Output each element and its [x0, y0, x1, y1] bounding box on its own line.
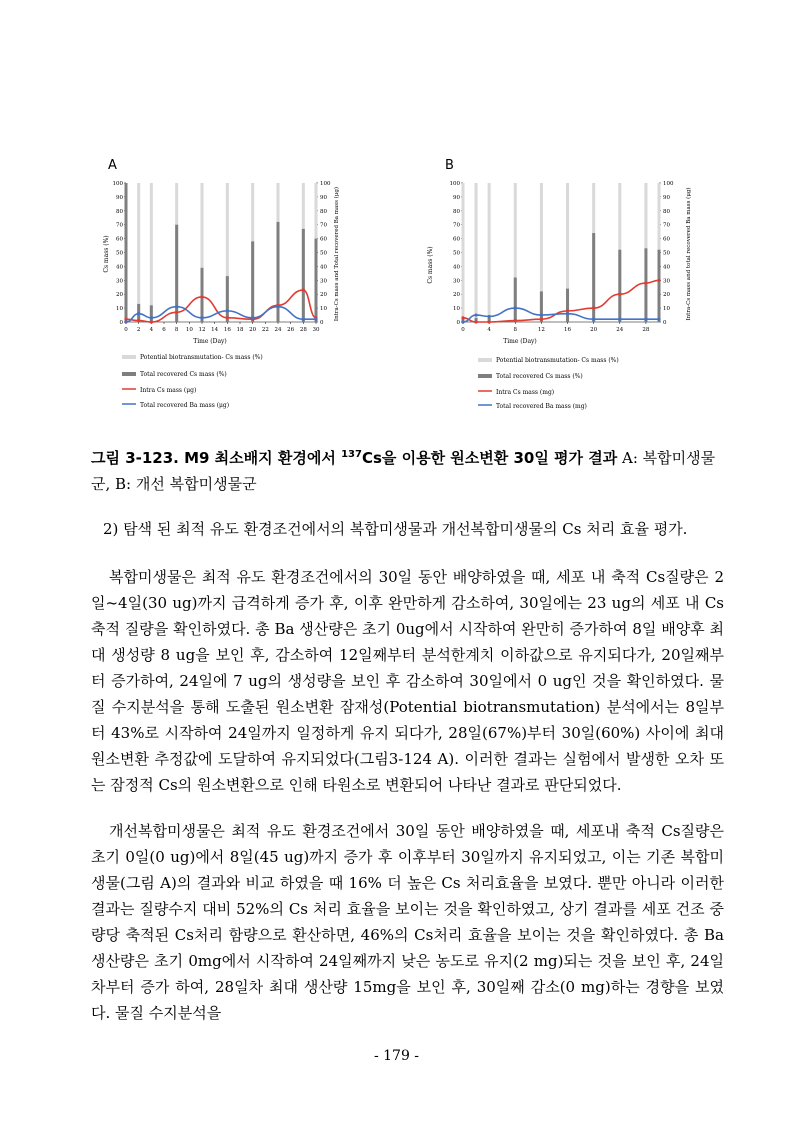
series-line-ba-point: [474, 313, 477, 316]
figure-caption: [91, 445, 731, 497]
series-line-ba-point: [514, 307, 517, 310]
y-tick-label-left: 60: [453, 236, 460, 243]
series-line-ba: [463, 308, 659, 322]
series-line-intra-cs-point: [150, 320, 153, 323]
x-tick-label: 4: [149, 327, 154, 333]
bar-total: [226, 276, 229, 322]
legend-label-total: Total recovered Cs mass (%): [496, 373, 583, 380]
series-line-ba-point: [276, 305, 279, 308]
y-tick-label-left: 30: [453, 278, 460, 285]
y-tick-label-right: 30: [320, 278, 327, 285]
y-tick-label-right: 90: [320, 194, 327, 201]
series-line-ba-point: [657, 318, 660, 321]
series-line-intra-cs-point: [488, 320, 491, 323]
series-line-ba-point: [644, 318, 647, 321]
bar-potential: [150, 183, 153, 322]
y-tick-label-right: 70: [320, 222, 327, 229]
y-tick-label-right: 20: [663, 292, 670, 299]
y-tick-label-right: 50: [663, 250, 670, 257]
x-tick-label: 24: [616, 327, 624, 333]
series-line-intra-cs-point: [566, 309, 569, 312]
bar-total: [566, 289, 569, 322]
x-axis-label: Time (Day): [503, 338, 537, 345]
chart-a-svg: [100, 155, 345, 425]
series-line-ba-point: [226, 309, 229, 312]
x-tick-label: 24: [274, 327, 282, 333]
x-tick-label: 4: [487, 327, 491, 333]
series-line-ba-point: [618, 318, 621, 321]
y-tick-label-left: 50: [116, 250, 123, 257]
series-line-ba-point: [175, 305, 178, 308]
bar-total: [514, 278, 517, 322]
caption-rest: A: 복합미생물군, B: 개선 복합미생물군: [91, 449, 716, 493]
y-tick-label-right: 70: [663, 222, 670, 229]
x-tick-label: 12: [198, 327, 206, 333]
y-tick-label-left: 60: [116, 236, 123, 243]
series-line-intra-cs-point: [474, 320, 477, 323]
chart-b-plot: [450, 181, 674, 333]
bar-potential: [475, 183, 478, 322]
series-line-ba-point: [314, 318, 317, 321]
y-tick-label-right: 90: [663, 194, 670, 201]
y-tick-label-right: 10: [663, 306, 670, 313]
caption-bold-prefix: 그림 3-123. M9 최소배지 환경에서: [91, 449, 342, 467]
x-tick-label: 10: [185, 327, 193, 333]
y-tick-label-right: 100: [663, 181, 674, 187]
y-tick-label-left: 20: [116, 292, 123, 299]
series-line-ba-point: [200, 316, 203, 319]
x-tick-label: 18: [236, 327, 244, 333]
series-line-intra-cs-point: [618, 293, 621, 296]
legend-swatch-potential: [122, 355, 136, 359]
legend-label-ba: Total recovered Ba mass (mg): [496, 403, 587, 410]
series-line-intra-cs-point: [657, 279, 660, 282]
chart-b-svg: [427, 155, 692, 425]
bar-total: [302, 229, 305, 322]
y-tick-label-left: 90: [453, 194, 460, 201]
y-tick-label-left: 0: [119, 320, 123, 326]
bar-total: [540, 291, 543, 322]
x-tick-label: 0: [124, 327, 128, 333]
series-line-intra-cs-point: [540, 318, 543, 321]
y-tick-label-right: 30: [663, 278, 670, 285]
y-tick-label-left: 10: [116, 306, 123, 313]
y-tick-label-left: 10: [453, 306, 460, 313]
legend-swatch-total: [478, 374, 492, 378]
series-line-intra-cs-point: [200, 295, 203, 298]
page-number: - 179 -: [373, 1048, 420, 1064]
section-heading: 2) 탐색 된 최적 유도 환경조건에서의 복합미생물과 개선복합미생물의 Cs 처리 효율 평가.: [103, 520, 688, 538]
x-tick-label: 26: [287, 327, 295, 333]
x-tick-label: 8: [513, 327, 518, 333]
y-tick-label-left: 50: [453, 250, 460, 257]
legend-swatch-total: [122, 372, 136, 376]
x-tick-label: 12: [537, 327, 545, 333]
legend-label-intra: Intra Cs mass (mg): [496, 389, 555, 396]
body-paragraph: 복합미생물은 최적 유도 환경조건에서의 30일 동안 배양하였을 때, 세포 내 축적 Cs질량은 2일~4일(30 ug)까지 급격하게 증가 후, 이후 완만하게 감소하여, 30일에는 23 ug의 세포 내 Cs축적 질량을 확인하였다. 총 Ba 생산량은 초기 0ug에서 시작하여 완만히 증가하여 8일 배양후 최대 생성량 8 ug을 보인 후, 감소하여 12일째부터 분석한계치 이하값으로 유지되다가, 20일째부터 증가하여, 24일에 7 ug의 생성량을 보인 후 감소하여 30일에서 0 ug인 것을 확인하였다. 물질 수지분석을 통해 도출된 원소변환 잠재성(Potential biotransmutation) 분석에서는 8일부터 43%로 시작하여 24일까지 일정하게 유지 되다가, 28일(67%)부터 30일(60%) 사이에 최대 원소변환 추정값에 도달하여 유지되었다(그림3-124 A). 이러한 결과는 실험에서 발생한 오차 또는 잠정적 Cs의 원소변환으로 인해 타원소로 변환되어 나타난 결과로 판단되었다.: [91, 568, 724, 794]
x-tick-label: 28: [642, 327, 650, 333]
chart-b: [427, 155, 692, 425]
x-tick-label: 8: [174, 327, 179, 333]
y-tick-label-left: 80: [453, 208, 460, 215]
y-tick-label-right: 40: [320, 264, 327, 271]
series-line-ba-point: [592, 318, 595, 321]
x-tick-label: 20: [590, 327, 598, 333]
x-axis-label: Time (Day): [193, 338, 227, 345]
chart-a: [100, 155, 345, 425]
y-tick-label-left: 80: [116, 208, 123, 215]
bar-total: [251, 241, 254, 322]
legend-label-potential: Potential biotransmutation- Cs mass (%): [140, 354, 263, 361]
series-line-intra-cs-point: [592, 307, 595, 310]
y-tick-label-left: 90: [116, 194, 123, 201]
series-line-ba-point: [540, 313, 543, 316]
y-tick-label-right: 0: [320, 320, 324, 326]
y-axis-label-right: Intra-Cs mass and Total recovered Ba mass (μg): [334, 186, 340, 322]
y-axis-label-left: Cs mass (%): [103, 235, 110, 273]
y-tick-label-right: 20: [320, 292, 327, 299]
y-tick-label-left: 30: [116, 278, 123, 285]
panel-label-a: A: [108, 158, 117, 173]
bar-total: [658, 250, 661, 322]
y-tick-label-right: 80: [320, 208, 327, 215]
y-tick-label-right: 50: [320, 250, 327, 257]
bar-potential: [137, 183, 140, 322]
x-tick-label: 16: [223, 327, 231, 333]
caption-bold-suffix: Cs을 이용한 원소변환 30일 평가 결과: [361, 449, 618, 467]
panel-label-b: B: [445, 158, 454, 173]
y-tick-label-left: 100: [112, 181, 123, 187]
x-tick-label: 0: [461, 327, 465, 333]
series-line-ba-point: [150, 316, 153, 319]
series-line-intra-cs-point: [226, 316, 229, 319]
y-axis-label-left: Cs mass (%): [427, 246, 434, 284]
y-tick-label-right: 60: [663, 236, 670, 243]
bar-total: [618, 250, 621, 322]
y-tick-label-left: 0: [456, 320, 460, 326]
bar-total: [150, 305, 153, 322]
y-axis-label-right: Intra-Cs mass and total recovered Ba mass (μg): [686, 187, 692, 321]
chart-b-legend: [478, 357, 619, 410]
bar-total: [201, 268, 204, 322]
y-tick-label-left: 40: [116, 264, 123, 271]
x-tick-label: 16: [564, 327, 572, 333]
legend-swatch-potential: [478, 358, 492, 362]
x-tick-label: 28: [299, 327, 307, 333]
y-tick-label-left: 20: [453, 292, 460, 299]
series-line-ba-point: [488, 315, 491, 318]
y-tick-label-right: 40: [663, 264, 670, 271]
body-paragraph: 개선복합미생물은 최적 유도 환경조건에서 30일 동안 배양하였을 때, 세포내 축적 Cs질량은 초기 0일(0 ug)에서 8일(45 ug)까지 증가 후 이후부터 30일까지 유지되었고, 이는 기존 복합미생물(그림 A)의 결과와 비교 하였을 때 16% 더 높은 Cs 처리효율을 보였다. 뿐만 아니라 이러한 결과는 질량수지 대비 52%의 Cs 처리 효율을 보이는 것을 확인하였고, 상기 결과를 세포 건조 중량당 축적된 Cs처리 함량으로 환산하면, 46%의 Cs처리 효율을 보이는 것을 확인하였다. 총 Ba 생산량은 초기 0mg에서 시작하여 24일째까지 낮은 농도로 유지(2 mg)되는 것을 보인 후, 24일차부터 증가 하여, 28일차 최대 생산량 15mg을 보인 후, 30일째 감소(0 mg)하는 경향을 보였다. 물질 수지분석을: [91, 822, 724, 1022]
legend-label-ba: Total recovered Ba mass (μg): [140, 402, 230, 409]
legend-label-intra: Intra Cs mass (μg): [140, 387, 197, 394]
series-line-ba-point: [302, 318, 305, 321]
series-line-ba-point: [251, 316, 254, 319]
chart-a-plot: [113, 181, 331, 333]
legend-label-potential: Potential biotransmutation- Cs mass (%): [496, 357, 619, 364]
y-tick-label-left: 70: [116, 222, 123, 229]
bar-potential: [462, 183, 465, 322]
y-tick-label-right: 100: [320, 181, 331, 187]
y-tick-label-left: 100: [449, 181, 460, 187]
series-line-ba-point: [566, 312, 569, 315]
x-tick-label: 30: [312, 327, 320, 333]
bar-total: [315, 239, 318, 322]
y-tick-label-right: 0: [663, 320, 667, 326]
series-line-intra-cs-point: [461, 316, 464, 319]
series-line-ba-point: [461, 320, 464, 323]
legend-label-total: Total recovered Cs mass (%): [140, 371, 227, 378]
bar-potential: [488, 183, 491, 322]
y-tick-label-right: 10: [320, 306, 327, 313]
x-tick-label: 22: [261, 327, 269, 333]
series-line-intra-cs-point: [644, 281, 647, 284]
x-tick-label: 20: [249, 327, 257, 333]
y-tick-label-right: 80: [663, 208, 670, 215]
series-line-ba: [126, 307, 316, 322]
x-tick-label: 6: [162, 327, 166, 333]
series-line-intra-cs-point: [124, 318, 127, 321]
y-tick-label-left: 70: [453, 222, 460, 229]
series-line-ba-point: [124, 320, 127, 323]
bar-total: [125, 183, 128, 322]
series-line-intra-cs-point: [137, 319, 140, 322]
series-line-ba-point: [137, 312, 140, 315]
y-tick-label-right: 60: [320, 236, 327, 243]
chart-a-legend: [122, 354, 263, 409]
x-tick-label: 2: [136, 327, 141, 333]
series-line-intra-cs-point: [514, 319, 517, 322]
series-line-intra-cs-point: [302, 288, 305, 291]
y-tick-label-left: 40: [453, 264, 460, 271]
bar-total: [644, 248, 647, 322]
x-tick-label: 14: [211, 327, 219, 333]
series-line-intra-cs-point: [175, 311, 178, 314]
caption-superscript: 137: [341, 449, 362, 460]
